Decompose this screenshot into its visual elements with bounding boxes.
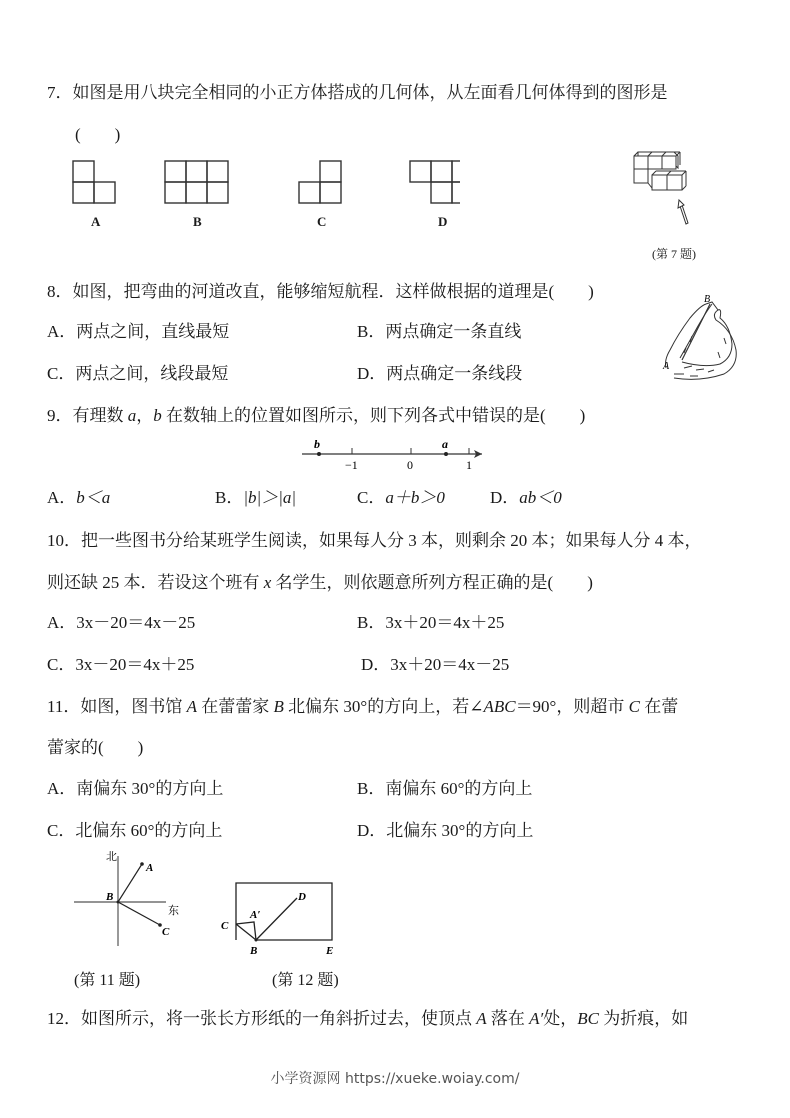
q11-point-c: C xyxy=(628,697,640,716)
q9-option-d[interactable] xyxy=(490,487,562,509)
point-b-label: B xyxy=(250,945,258,957)
q10-option-a[interactable]: A．3x－20＝4x－25 xyxy=(47,613,196,632)
q7-answer-blank: ( ) xyxy=(75,125,121,144)
q9-number-line xyxy=(298,437,498,473)
q7-shape-c xyxy=(299,161,341,203)
q11-stem-line1 xyxy=(47,696,678,718)
q9-var-a: a xyxy=(127,406,137,425)
q10-option-c[interactable]: C．3x－20＝4x＋25 xyxy=(47,655,195,674)
q7-shape-b xyxy=(165,161,228,203)
q12-point-a: A xyxy=(476,1009,487,1028)
q7-shape-d xyxy=(410,161,460,203)
q7-shape-a xyxy=(73,161,115,203)
q11-point-b: B xyxy=(273,697,284,716)
q12-stem-line1 xyxy=(47,1008,688,1030)
point-label-b: b xyxy=(314,437,320,451)
ray-bc xyxy=(118,902,160,925)
q12-stem-text: 为折痕，如 xyxy=(598,1009,689,1028)
q12-point-a-prime: A′ xyxy=(529,1009,544,1028)
q7-option-label-d: D xyxy=(438,214,448,229)
q12-stem-text: 处， xyxy=(543,1009,578,1028)
q7-option-figures xyxy=(60,155,460,235)
q11-option-b[interactable]: B．南偏东 60°的方向上 xyxy=(357,779,533,798)
point-a-label: A xyxy=(146,862,154,874)
point-label-a: a xyxy=(442,437,448,451)
q7-option-label-c: C xyxy=(317,214,327,229)
q10-stem-text: 名学生，则依题意所列方程正确的是( ) xyxy=(271,573,593,592)
tick-label-0: 0 xyxy=(407,458,413,472)
ray-bd xyxy=(256,898,297,940)
view-direction-arrow-icon xyxy=(678,200,688,224)
q10-var-x: x xyxy=(263,573,272,592)
q9-option-c[interactable] xyxy=(357,487,445,509)
q9-var-b: b xyxy=(153,406,162,425)
q7-stem: 7．如图是用八块完全相同的小正方体搭成的几何体，从左面看几何体得到的图形是 xyxy=(47,83,668,102)
fold-crease-bc xyxy=(236,924,256,940)
q8-option-a[interactable]: A．两点之间，直线最短 xyxy=(47,322,230,341)
q12-stem-text: 落在 xyxy=(486,1009,530,1028)
q9-option-b[interactable] xyxy=(215,487,296,509)
q7-figure-caption: (第 7 题) xyxy=(652,247,696,261)
q8-river-figure xyxy=(660,292,755,387)
q8-option-b[interactable]: B．两点确定一条直线 xyxy=(357,322,522,341)
q9-stem-text: 9．有理数 xyxy=(47,406,128,425)
q9-option-a[interactable] xyxy=(47,487,110,509)
q10-stem-text: 则还缺 25 本．若设这个班有 xyxy=(47,573,264,592)
q7-option-label-b: B xyxy=(193,214,202,229)
q7-solid-figure xyxy=(628,148,708,233)
point-a xyxy=(444,452,448,456)
q12-figure-caption: (第 12 题) xyxy=(272,972,339,989)
q8-stem: 8．如图，把弯曲的河道改直，能够缩短航程．这样做根据的道理是( ) xyxy=(47,282,594,301)
q11-stem-text: 在蕾 xyxy=(639,697,679,716)
q11-figure-caption: (第 11 题) xyxy=(74,972,141,989)
q9-option-b-expr: |b|＞|a| xyxy=(243,488,297,507)
q11-option-d[interactable]: D．北偏东 30°的方向上 xyxy=(357,821,534,840)
q11-stem-text: 北偏东 30°的方向上，若∠ xyxy=(283,697,484,716)
point-b-label: B xyxy=(106,891,114,903)
point-d-label: D xyxy=(298,891,306,903)
q8-point-b-label: B xyxy=(704,294,711,305)
q9-option-d-label: D． xyxy=(490,488,520,507)
q9-option-a-label: A． xyxy=(47,488,77,507)
north-label: 北 xyxy=(106,850,117,863)
q11-stem-text: 11．如图，图书馆 xyxy=(47,697,187,716)
q12-fold-figure xyxy=(218,876,348,961)
q10-stem-line1: 10．把一些图书分给某班学生阅读，如果每人分 3 本，则剩余 20 本；如果每人分 4 本， xyxy=(47,531,702,550)
q11-compass-figure xyxy=(70,848,190,948)
q10-stem-line2 xyxy=(47,572,593,594)
point-a-prime-label: A′ xyxy=(250,909,261,921)
q12-segment-bc: BC xyxy=(577,1009,599,1028)
q11-stem-text: ＝90°，则超市 xyxy=(515,697,629,716)
point-b xyxy=(317,452,321,456)
tick-label-neg1: −1 xyxy=(345,458,358,472)
footer-watermark: 小学资源网 https://xueke.woiay.com/ xyxy=(270,1071,520,1087)
q10-option-d[interactable]: D．3x＋20＝4x－25 xyxy=(361,655,510,674)
q12-stem-text: 12．如图所示，将一张长方形纸的一角斜折过去，使顶点 xyxy=(47,1009,477,1028)
point-e-label: E xyxy=(326,945,334,957)
q9-option-a-expr: b＜a xyxy=(76,488,111,507)
q9-option-c-expr: a＋b＞0 xyxy=(385,488,445,507)
point-c-label: C xyxy=(162,926,170,938)
q11-option-c[interactable]: C．北偏东 60°的方向上 xyxy=(47,821,223,840)
q10-option-b[interactable]: B．3x＋20＝4x＋25 xyxy=(357,613,505,632)
point-c-label: C xyxy=(221,920,229,932)
q11-stem-line2: 蕾家的( ) xyxy=(47,738,144,757)
q11-option-a[interactable]: A．南偏东 30°的方向上 xyxy=(47,779,224,798)
q7-option-shapes xyxy=(60,155,460,235)
q9-stem-text: ， xyxy=(136,406,154,425)
q9-option-d-expr: ab＜0 xyxy=(519,488,562,507)
q9-stem xyxy=(47,405,585,427)
q11-angle-abc: ABC xyxy=(483,697,516,716)
q7-option-label-a: A xyxy=(91,214,101,229)
q9-option-c-label: C． xyxy=(357,488,386,507)
tick-label-1: 1 xyxy=(466,458,472,472)
q9-option-b-label: B． xyxy=(215,488,244,507)
q8-point-a-label: A xyxy=(663,361,670,372)
q8-option-c[interactable]: C．两点之间，线段最短 xyxy=(47,364,229,383)
east-label: 东 xyxy=(168,904,179,917)
q11-point-a: A xyxy=(186,697,198,716)
q9-stem-text: 在数轴上的位置如图所示，则下列各式中错误的是( ) xyxy=(161,406,586,425)
q8-option-d[interactable]: D．两点确定一条线段 xyxy=(357,364,523,383)
ray-ba xyxy=(118,864,142,902)
q11-stem-text: 在蕾蕾家 xyxy=(197,697,274,716)
